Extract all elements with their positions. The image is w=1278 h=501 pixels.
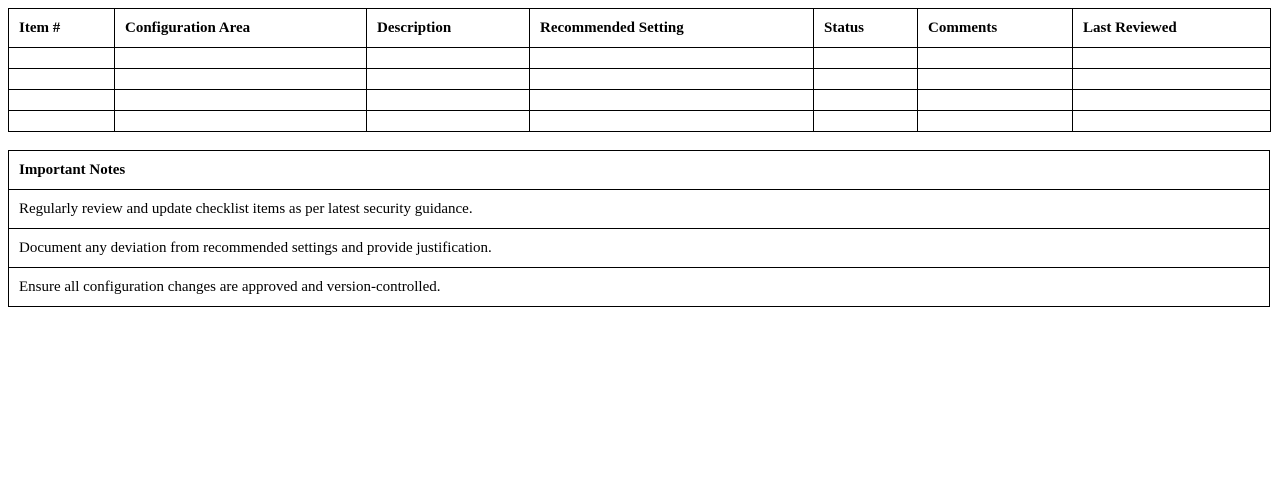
- note-row: [9, 229, 1270, 268]
- note-row: [9, 190, 1270, 229]
- notes-header-row: [9, 151, 1270, 190]
- header-status: Status: [814, 9, 918, 48]
- notes-title: Important Notes: [9, 151, 1270, 190]
- important-notes-table: [8, 150, 1270, 307]
- note-text: Regularly review and update checklist items as per latest security guidance.: [9, 190, 1270, 229]
- header-last-reviewed: Last Reviewed: [1073, 9, 1271, 48]
- table-cell[interactable]: [814, 111, 918, 132]
- note-row: [9, 268, 1270, 307]
- table-cell[interactable]: [115, 90, 367, 111]
- table-cell[interactable]: [918, 69, 1073, 90]
- table-row: [9, 90, 1271, 111]
- table-cell[interactable]: [918, 111, 1073, 132]
- table-cell[interactable]: [367, 111, 530, 132]
- header-comments: Comments: [918, 9, 1073, 48]
- document-body: [8, 8, 1270, 307]
- table-cell[interactable]: [1073, 69, 1271, 90]
- table-cell[interactable]: [1073, 90, 1271, 111]
- table-cell[interactable]: [9, 48, 115, 69]
- table-cell[interactable]: [530, 90, 814, 111]
- configuration-checklist-table: [8, 8, 1271, 132]
- table-row: [9, 111, 1271, 132]
- table-cell[interactable]: [115, 48, 367, 69]
- header-configuration-area: Configuration Area: [115, 9, 367, 48]
- header-recommended-setting: Recommended Setting: [530, 9, 814, 48]
- table-cell[interactable]: [814, 69, 918, 90]
- table-cell[interactable]: [530, 111, 814, 132]
- table-cell[interactable]: [530, 48, 814, 69]
- table-cell[interactable]: [1073, 111, 1271, 132]
- table-cell[interactable]: [367, 69, 530, 90]
- table-cell[interactable]: [367, 48, 530, 69]
- table-cell[interactable]: [530, 69, 814, 90]
- table-cell[interactable]: [918, 48, 1073, 69]
- table-row: [9, 69, 1271, 90]
- table-cell[interactable]: [9, 111, 115, 132]
- table-cell[interactable]: [814, 90, 918, 111]
- table-row: [9, 48, 1271, 69]
- table-cell[interactable]: [115, 111, 367, 132]
- table-cell[interactable]: [367, 90, 530, 111]
- table-cell[interactable]: [9, 69, 115, 90]
- header-item-number: Item #: [9, 9, 115, 48]
- note-text: Ensure all configuration changes are approved and version-controlled.: [9, 268, 1270, 307]
- header-description: Description: [367, 9, 530, 48]
- table-cell[interactable]: [115, 69, 367, 90]
- table-cell[interactable]: [9, 90, 115, 111]
- table-cell[interactable]: [814, 48, 918, 69]
- table-cell[interactable]: [1073, 48, 1271, 69]
- table-header-row: [9, 9, 1271, 48]
- note-text: Document any deviation from recommended settings and provide justification.: [9, 229, 1270, 268]
- table-cell[interactable]: [918, 90, 1073, 111]
